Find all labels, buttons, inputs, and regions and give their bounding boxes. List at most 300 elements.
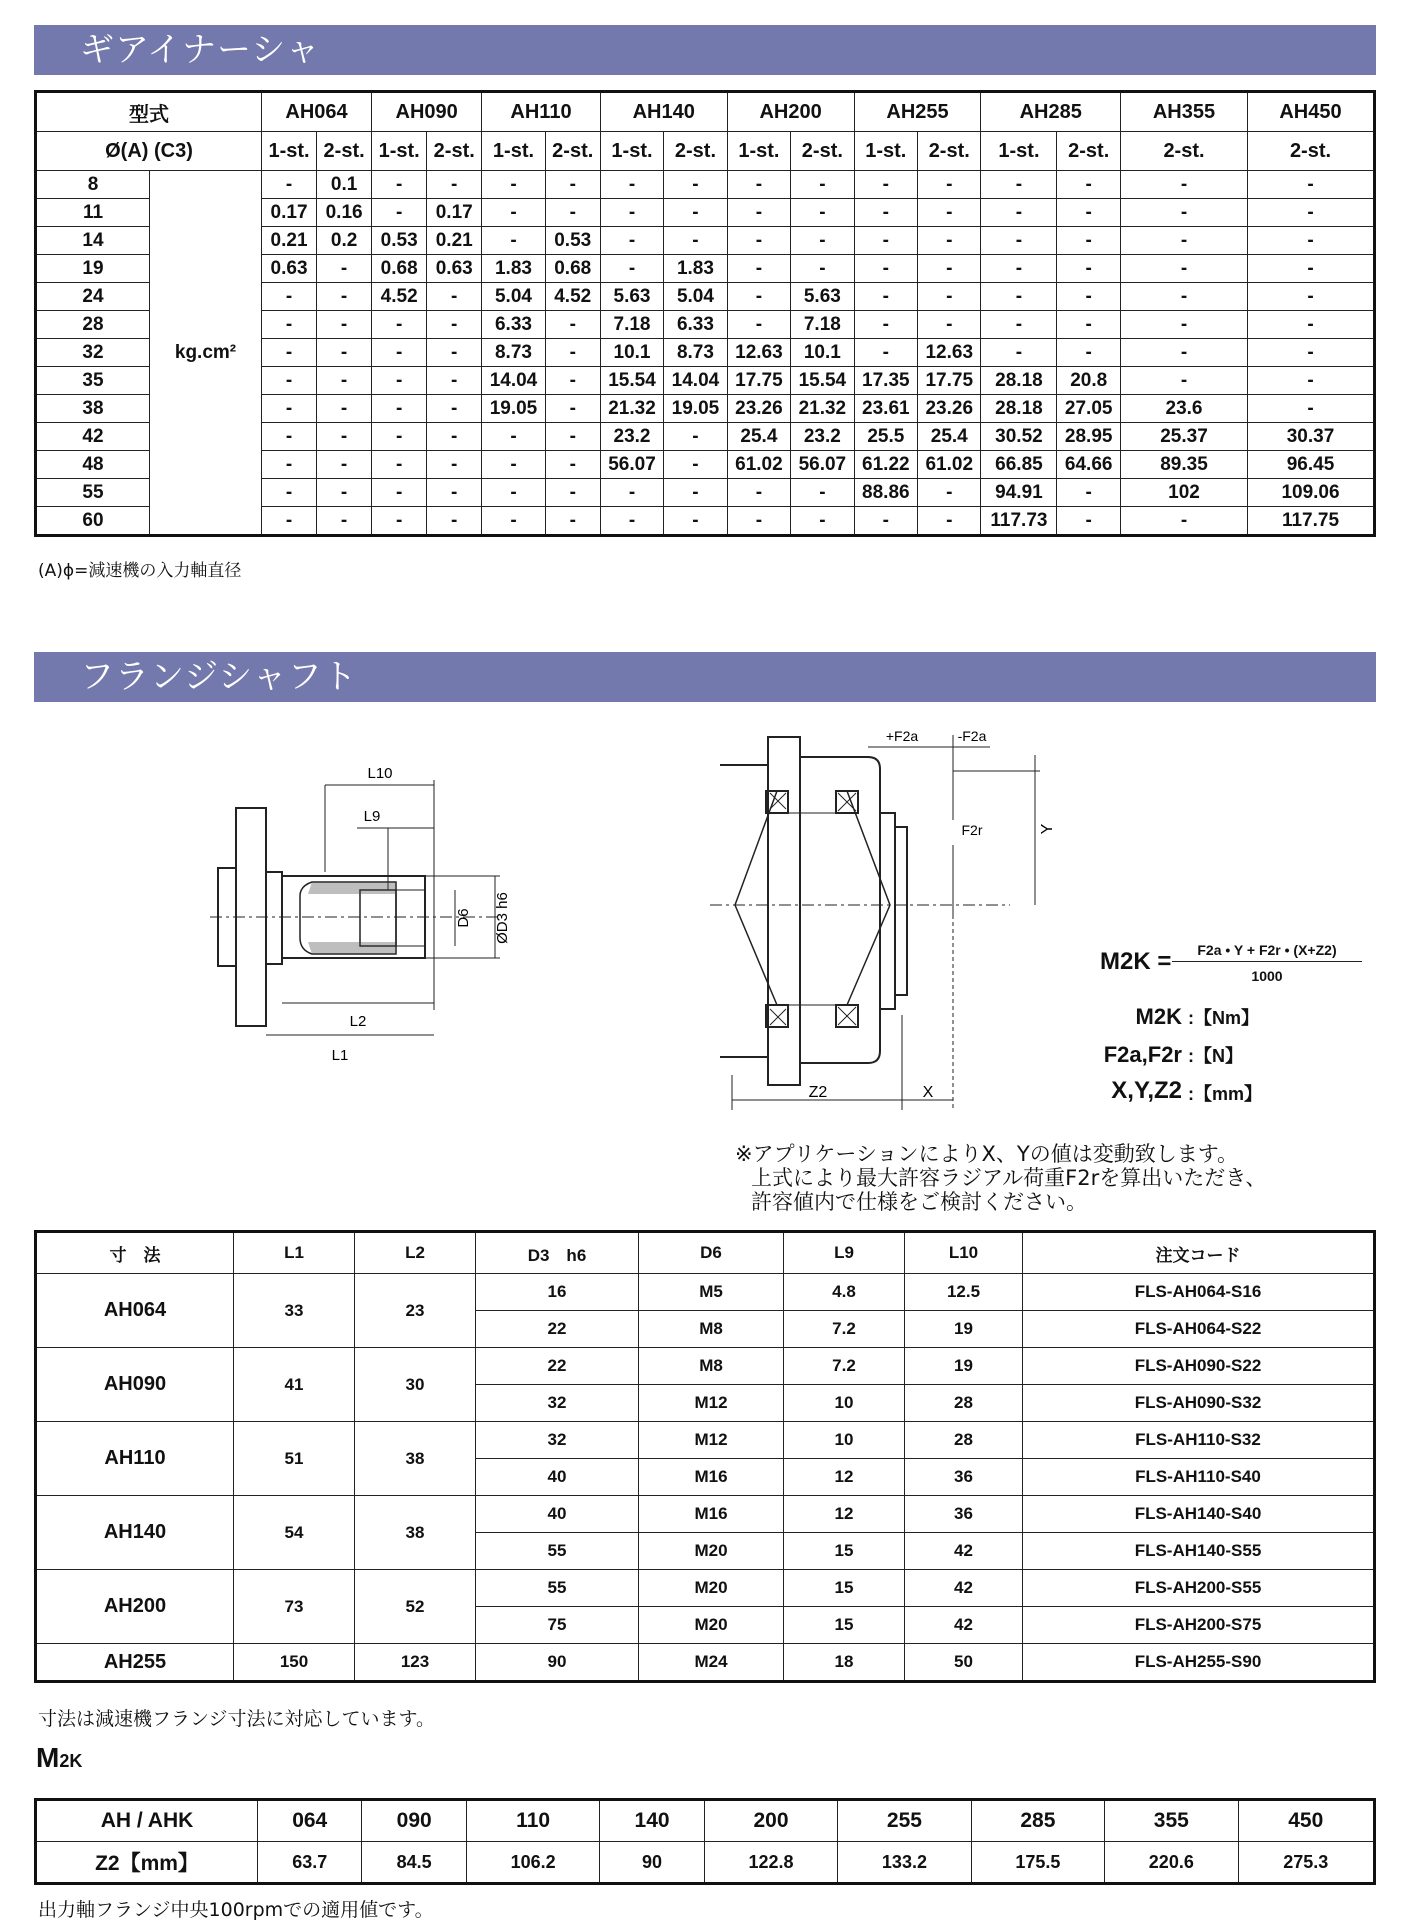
stage-header: 2-st. — [317, 132, 372, 171]
inertia-value: - — [981, 311, 1057, 339]
inertia-value: 14.04 — [664, 367, 727, 395]
inertia-value: - — [372, 339, 427, 367]
inertia-value: - — [791, 507, 854, 536]
flange-value: 36 — [905, 1459, 1023, 1496]
inertia-value: 1.83 — [482, 255, 545, 283]
model-header: AH200 — [727, 92, 854, 132]
inertia-value: - — [600, 199, 663, 227]
stage-header: 2-st. — [918, 132, 981, 171]
stage-header: 2-st. — [1057, 132, 1121, 171]
m2k-code: 200 — [704, 1800, 837, 1842]
inertia-value: - — [1248, 255, 1375, 283]
m2k-code: 110 — [466, 1800, 599, 1842]
inertia-value: - — [854, 507, 917, 536]
m2k-code: 255 — [838, 1800, 971, 1842]
inertia-value: - — [262, 451, 317, 479]
inertia-value: 17.75 — [727, 367, 790, 395]
inertia-value: - — [262, 311, 317, 339]
stage-header: 1-st. — [372, 132, 427, 171]
flange-value: 22 — [476, 1348, 639, 1385]
inertia-value: 15.54 — [791, 367, 854, 395]
row-diameter: 28 — [36, 311, 150, 339]
inertia-value: - — [545, 395, 600, 423]
model-header: AH140 — [600, 92, 727, 132]
inertia-value: 23.26 — [727, 395, 790, 423]
flange-value: FLS-AH200-S75 — [1023, 1607, 1375, 1644]
inertia-value: - — [1248, 367, 1375, 395]
inertia-value: - — [317, 283, 372, 311]
header-model: 型式 — [36, 92, 262, 132]
inertia-value: - — [981, 227, 1057, 255]
row-diameter: 8 — [36, 171, 150, 199]
stage-header: 1-st. — [600, 132, 663, 171]
inertia-value: - — [427, 395, 482, 423]
inertia-value: 61.02 — [918, 451, 981, 479]
stage-header: 1-st. — [981, 132, 1057, 171]
inertia-value: - — [1057, 507, 1121, 536]
inertia-value: - — [372, 311, 427, 339]
inertia-value: - — [427, 171, 482, 199]
inertia-value: - — [854, 311, 917, 339]
inertia-value: - — [545, 171, 600, 199]
inertia-value: 19.05 — [664, 395, 727, 423]
inertia-value: - — [600, 507, 663, 536]
inertia-value: - — [918, 199, 981, 227]
table-row — [36, 1348, 1375, 1385]
row-diameter: 60 — [36, 507, 150, 536]
flange-value: 28 — [905, 1385, 1023, 1422]
flange-l2: 23 — [355, 1274, 476, 1348]
unit-force: :【N】 — [1188, 1046, 1243, 1066]
m2k-header-label: AH / AHK — [36, 1800, 258, 1842]
inertia-value: - — [545, 339, 600, 367]
inertia-value: 20.8 — [1057, 367, 1121, 395]
inertia-value: - — [1057, 199, 1121, 227]
inertia-value: 28.18 — [981, 395, 1057, 423]
inertia-value: 88.86 — [854, 479, 917, 507]
inertia-value: - — [1248, 311, 1375, 339]
inertia-value: - — [1121, 199, 1248, 227]
flange-value: 15 — [784, 1607, 905, 1644]
inertia-value: - — [262, 339, 317, 367]
row-diameter: 24 — [36, 283, 150, 311]
inertia-value: 12.63 — [918, 339, 981, 367]
row-diameter: 19 — [36, 255, 150, 283]
inertia-value: 56.07 — [600, 451, 663, 479]
inertia-value: - — [545, 507, 600, 536]
m2k-table — [34, 1798, 1376, 1885]
unit-m2k: :【Nm】 — [1188, 1008, 1259, 1028]
flange-l1: 41 — [234, 1348, 355, 1422]
inertia-value: - — [317, 395, 372, 423]
inertia-value: - — [317, 423, 372, 451]
inertia-value: 64.66 — [1057, 451, 1121, 479]
inertia-value: - — [1248, 171, 1375, 199]
inertia-value: - — [262, 507, 317, 536]
inertia-value: - — [918, 227, 981, 255]
flange-value: 10 — [784, 1422, 905, 1459]
inertia-value: - — [545, 311, 600, 339]
flange-value: 32 — [476, 1422, 639, 1459]
inertia-value: - — [1121, 255, 1248, 283]
flange-value: 55 — [476, 1533, 639, 1570]
inertia-value: - — [317, 255, 372, 283]
inertia-value: 117.73 — [981, 507, 1057, 536]
inertia-value: - — [727, 255, 790, 283]
flange-l2: 30 — [355, 1348, 476, 1422]
inertia-value: - — [317, 339, 372, 367]
flange-model: AH064 — [36, 1274, 234, 1348]
inertia-value: - — [918, 507, 981, 536]
flange-value: M5 — [639, 1274, 784, 1311]
inertia-value: 6.33 — [482, 311, 545, 339]
m2k-value: 90 — [600, 1842, 704, 1884]
stage-header: 1-st. — [727, 132, 790, 171]
inertia-value: - — [1057, 227, 1121, 255]
flange-value: 7.2 — [784, 1348, 905, 1385]
table-row — [36, 1274, 1375, 1311]
label-x: X — [922, 1084, 934, 1101]
inertia-value: 4.52 — [545, 283, 600, 311]
inertia-value: - — [664, 171, 727, 199]
inertia-value: - — [854, 199, 917, 227]
flange-shaft-drawing — [200, 760, 520, 1080]
m2k-footnote: 出力軸フランジ中央100rpmでの適用値です。 — [38, 1899, 434, 1921]
formula-lhs: M2K = — [1100, 948, 1172, 975]
inertia-value: - — [918, 479, 981, 507]
inertia-value: 5.04 — [482, 283, 545, 311]
inertia-value: 21.32 — [791, 395, 854, 423]
table-row — [36, 1570, 1375, 1607]
m2k-title-main: M — [36, 1742, 60, 1773]
flange-value: M16 — [639, 1459, 784, 1496]
inertia-value: 10.1 — [791, 339, 854, 367]
flange-value: 42 — [905, 1607, 1023, 1644]
inertia-value: 0.53 — [545, 227, 600, 255]
inertia-value: - — [545, 423, 600, 451]
m2k-code: 450 — [1238, 1800, 1374, 1842]
flange-header: L9 — [784, 1232, 905, 1274]
flange-value: 22 — [476, 1311, 639, 1348]
inertia-value: 1.83 — [664, 255, 727, 283]
stage-header: 1-st. — [482, 132, 545, 171]
m2k-row-label: Z2【mm】 — [36, 1842, 258, 1884]
stage-header: 2-st. — [427, 132, 482, 171]
inertia-footnote: (A)ϕ=減速機の入力軸直径 — [38, 561, 242, 581]
inertia-value: - — [482, 171, 545, 199]
inertia-value: - — [427, 311, 482, 339]
m2k-value: 175.5 — [971, 1842, 1104, 1884]
flange-value: 75 — [476, 1607, 639, 1644]
inertia-value: 12.63 — [727, 339, 790, 367]
flange-value: 4.8 — [784, 1274, 905, 1311]
stage-header: 1-st. — [854, 132, 917, 171]
m2k-code: 140 — [600, 1800, 704, 1842]
inertia-value: - — [262, 283, 317, 311]
row-diameter: 38 — [36, 395, 150, 423]
inertia-value: - — [545, 199, 600, 227]
stage-header: 2-st. — [1121, 132, 1248, 171]
inertia-value: 8.73 — [664, 339, 727, 367]
inertia-value: - — [262, 479, 317, 507]
inertia-value: 25.4 — [727, 423, 790, 451]
flange-value: 18 — [784, 1644, 905, 1682]
flange-l2: 52 — [355, 1570, 476, 1644]
inertia-value: 17.35 — [854, 367, 917, 395]
inertia-value: - — [545, 367, 600, 395]
formula-denominator: 1000 — [1251, 968, 1283, 984]
inertia-value: - — [854, 227, 917, 255]
inertia-value: - — [427, 423, 482, 451]
inertia-value: - — [791, 199, 854, 227]
inertia-value: - — [317, 479, 372, 507]
application-note-line2: 上式により最大許容ラジアル荷重F2rを算出いただき、 — [751, 1166, 1267, 1190]
flange-value: M12 — [639, 1385, 784, 1422]
inertia-value: - — [262, 423, 317, 451]
flange-value: 42 — [905, 1570, 1023, 1607]
inertia-value: - — [545, 479, 600, 507]
flange-l1: 54 — [234, 1496, 355, 1570]
flange-header: 寸 法 — [36, 1232, 234, 1274]
flange-value: FLS-AH090-S32 — [1023, 1385, 1375, 1422]
stage-header: 1-st. — [262, 132, 317, 171]
inertia-value: - — [482, 451, 545, 479]
inertia-value: - — [791, 227, 854, 255]
m2k-value: 106.2 — [466, 1842, 599, 1884]
inertia-value: - — [727, 227, 790, 255]
flange-value: M20 — [639, 1607, 784, 1644]
row-diameter: 32 — [36, 339, 150, 367]
inertia-value: - — [727, 199, 790, 227]
model-header: AH110 — [482, 92, 601, 132]
inertia-value: - — [1248, 227, 1375, 255]
label-y: Y — [1039, 823, 1056, 835]
flange-value: M20 — [639, 1570, 784, 1607]
inertia-value: - — [372, 423, 427, 451]
flange-value: FLS-AH064-S22 — [1023, 1311, 1375, 1348]
inertia-value: - — [854, 339, 917, 367]
flange-model: AH090 — [36, 1348, 234, 1422]
m2k-value: 63.7 — [258, 1842, 362, 1884]
flange-model: AH255 — [36, 1644, 234, 1682]
m2k-code: 355 — [1105, 1800, 1238, 1842]
inertia-value: 5.63 — [600, 283, 663, 311]
inertia-value: - — [372, 171, 427, 199]
inertia-value: - — [727, 311, 790, 339]
inertia-value: - — [727, 171, 790, 199]
inertia-value: - — [854, 283, 917, 311]
inertia-value: - — [482, 479, 545, 507]
m2k-value: 122.8 — [704, 1842, 837, 1884]
flange-value: FLS-AH110-S40 — [1023, 1459, 1375, 1496]
label-f2r: F2r — [961, 822, 983, 838]
inertia-value: 117.75 — [1248, 507, 1375, 536]
label-l1: L1 — [331, 1047, 349, 1064]
flange-value: M24 — [639, 1644, 784, 1682]
table-row — [36, 1644, 1375, 1682]
flange-value: M20 — [639, 1533, 784, 1570]
inertia-value: 15.54 — [600, 367, 663, 395]
flange-l2: 123 — [355, 1644, 476, 1682]
label-f2a-negative: -F2a — [957, 728, 987, 744]
inertia-value: - — [1121, 311, 1248, 339]
inertia-value: - — [1057, 255, 1121, 283]
stage-header: 2-st. — [545, 132, 600, 171]
inertia-value: - — [372, 367, 427, 395]
table-row — [36, 171, 1375, 199]
inertia-value: - — [600, 171, 663, 199]
inertia-value: - — [727, 507, 790, 536]
flange-value: FLS-AH140-S55 — [1023, 1533, 1375, 1570]
application-note-line3: 許容値内で仕様をご検討ください。 — [751, 1190, 1087, 1214]
inertia-value: - — [482, 507, 545, 536]
inertia-value: - — [664, 451, 727, 479]
inertia-value: - — [372, 507, 427, 536]
flange-value: FLS-AH140-S40 — [1023, 1496, 1375, 1533]
application-note-line1: ※アプリケーションによりX、Yの値は変動致します。 — [735, 1142, 1239, 1166]
flange-value: M8 — [639, 1348, 784, 1385]
model-header: AH064 — [262, 92, 372, 132]
flange-l2: 38 — [355, 1422, 476, 1496]
flange-value: 19 — [905, 1311, 1023, 1348]
table-row — [36, 1422, 1375, 1459]
model-header: AH355 — [1121, 92, 1248, 132]
model-header: AH285 — [981, 92, 1121, 132]
inertia-value: - — [918, 171, 981, 199]
flange-shaft-table — [34, 1230, 1376, 1683]
inertia-value: - — [854, 171, 917, 199]
inertia-value: - — [1057, 311, 1121, 339]
flange-value: 7.2 — [784, 1311, 905, 1348]
flange-value: 12 — [784, 1496, 905, 1533]
inertia-value: - — [317, 311, 372, 339]
inertia-value: 96.45 — [1248, 451, 1375, 479]
inertia-value: 23.2 — [791, 423, 854, 451]
stage-header: 2-st. — [664, 132, 727, 171]
label-l2: L2 — [349, 1013, 367, 1030]
inertia-value: 0.17 — [427, 199, 482, 227]
m2k-value: 84.5 — [362, 1842, 466, 1884]
model-header: AH450 — [1248, 92, 1375, 132]
inertia-value: - — [854, 255, 917, 283]
inertia-value: 89.35 — [1121, 451, 1248, 479]
application-note — [735, 1142, 1266, 1214]
label-d6: D6 — [455, 908, 472, 928]
flange-header: D3 h6 — [476, 1232, 639, 1274]
unit-force-label: F2a,F2r — [1103, 1042, 1182, 1067]
m2k-title-sub: 2K — [59, 1751, 83, 1771]
flange-header: D6 — [639, 1232, 784, 1274]
flange-value: 32 — [476, 1385, 639, 1422]
flange-value: 10 — [784, 1385, 905, 1422]
table-row — [36, 1496, 1375, 1533]
inertia-value: - — [600, 227, 663, 255]
flange-header: L2 — [355, 1232, 476, 1274]
flange-l1: 73 — [234, 1570, 355, 1644]
flange-value: 42 — [905, 1533, 1023, 1570]
inertia-value: - — [427, 367, 482, 395]
flange-value: 16 — [476, 1274, 639, 1311]
flange-value: M12 — [639, 1422, 784, 1459]
flange-value: 15 — [784, 1533, 905, 1570]
flange-model: AH110 — [36, 1422, 234, 1496]
inertia-value: 94.91 — [981, 479, 1057, 507]
inertia-value: - — [981, 199, 1057, 227]
header-phi: Ø(A) (C3) — [36, 132, 262, 171]
inertia-value: - — [1248, 199, 1375, 227]
inertia-value: - — [981, 255, 1057, 283]
flange-value: FLS-AH090-S22 — [1023, 1348, 1375, 1385]
flange-l1: 150 — [234, 1644, 355, 1682]
inertia-value: 0.21 — [427, 227, 482, 255]
inertia-value: - — [981, 339, 1057, 367]
inertia-value: - — [1121, 339, 1248, 367]
inertia-value: - — [664, 507, 727, 536]
inertia-value: 25.5 — [854, 423, 917, 451]
inertia-value: - — [1248, 395, 1375, 423]
flange-l1: 51 — [234, 1422, 355, 1496]
inertia-value: - — [664, 227, 727, 255]
inertia-value: 6.33 — [664, 311, 727, 339]
inertia-value: - — [1121, 367, 1248, 395]
inertia-value: 0.53 — [372, 227, 427, 255]
flange-value: 12.5 — [905, 1274, 1023, 1311]
inertia-value: 10.1 — [600, 339, 663, 367]
flange-model: AH140 — [36, 1496, 234, 1570]
inertia-value: - — [1121, 507, 1248, 536]
inertia-value: 25.37 — [1121, 423, 1248, 451]
inertia-value: 0.68 — [545, 255, 600, 283]
inertia-value: 7.18 — [791, 311, 854, 339]
flange-value: 50 — [905, 1644, 1023, 1682]
inertia-value: 14.04 — [482, 367, 545, 395]
inertia-value: 30.37 — [1248, 423, 1375, 451]
radial-load-drawing — [690, 715, 1070, 1115]
inertia-value: 0.63 — [427, 255, 482, 283]
inertia-value: - — [317, 507, 372, 536]
flange-header: L10 — [905, 1232, 1023, 1274]
inertia-value: 109.06 — [1248, 479, 1375, 507]
inertia-value: - — [1057, 283, 1121, 311]
inertia-value: - — [791, 479, 854, 507]
label-z2: Z2 — [808, 1084, 828, 1101]
inertia-value: - — [427, 507, 482, 536]
inertia-value: 23.2 — [600, 423, 663, 451]
row-diameter: 48 — [36, 451, 150, 479]
stage-header: 2-st. — [1248, 132, 1375, 171]
inertia-value: - — [791, 171, 854, 199]
inertia-value: 30.52 — [981, 423, 1057, 451]
flange-value: M8 — [639, 1311, 784, 1348]
inertia-value: - — [727, 479, 790, 507]
unit-m2k-label: M2K — [1135, 1004, 1182, 1029]
inertia-value: 0.17 — [262, 199, 317, 227]
inertia-value: 56.07 — [791, 451, 854, 479]
inertia-value: 28.95 — [1057, 423, 1121, 451]
flange-value: M16 — [639, 1496, 784, 1533]
section-title-flange-shaft: フランジシャフト — [34, 652, 1376, 702]
flange-value: 90 — [476, 1644, 639, 1682]
m2k-value: 220.6 — [1105, 1842, 1238, 1884]
inertia-value: - — [664, 423, 727, 451]
inertia-value: - — [600, 255, 663, 283]
inertia-value: - — [372, 451, 427, 479]
inertia-value: 102 — [1121, 479, 1248, 507]
stage-header: 2-st. — [791, 132, 854, 171]
inertia-value: - — [372, 395, 427, 423]
inertia-value: - — [262, 367, 317, 395]
inertia-value: - — [545, 451, 600, 479]
